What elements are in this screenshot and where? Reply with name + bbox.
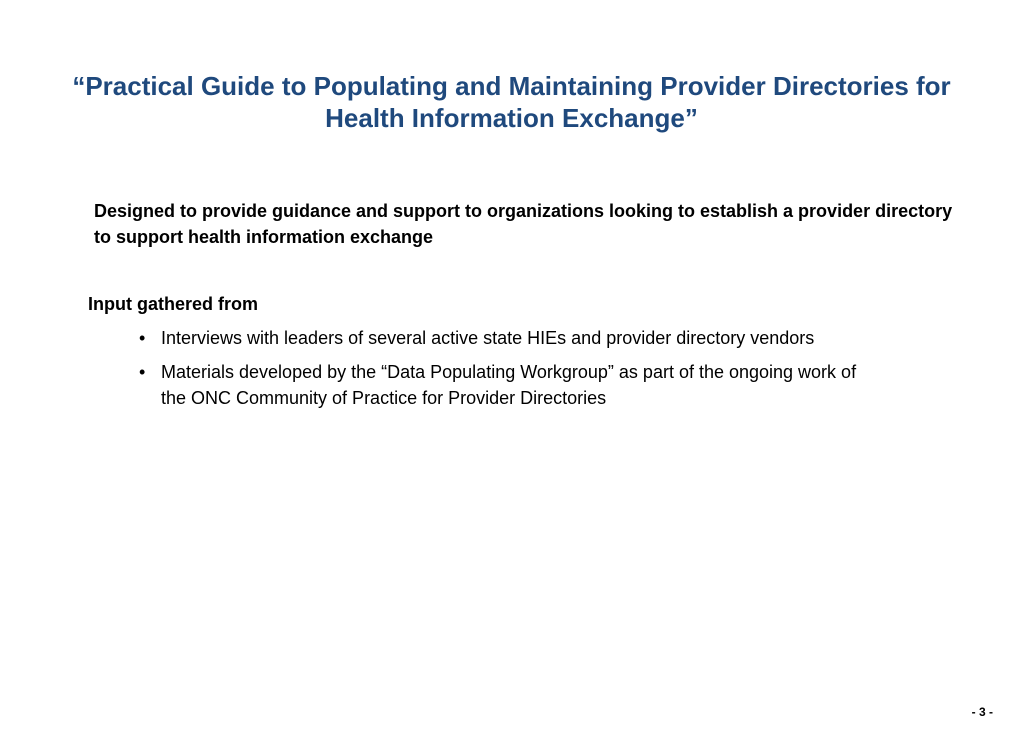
input-section-heading: Input gathered from: [88, 294, 258, 314]
bullet-text: Materials developed by the “Data Populating Workgroup” as part of the ongoing work of the ONC Community of Practice for Provider Directories: [161, 362, 857, 408]
bullet-icon: •: [139, 328, 146, 348]
list-item: [88, 325, 873, 351]
input-section: [88, 291, 968, 419]
slide-summary: Designed to provide guidance and support to organizations looking to establish a provider directory to support health information exchange: [94, 201, 953, 247]
bullet-icon: •: [139, 362, 146, 382]
slide-title: “Practical Guide to Populating and Maintaining Provider Directories for Health Information Exchange”: [72, 71, 951, 133]
bullet-list: [88, 325, 968, 411]
page-number: - 3 -: [971, 705, 993, 719]
bullet-text: Interviews with leaders of several active state HIEs and provider directory vendors: [161, 328, 815, 348]
list-item: [88, 359, 873, 411]
